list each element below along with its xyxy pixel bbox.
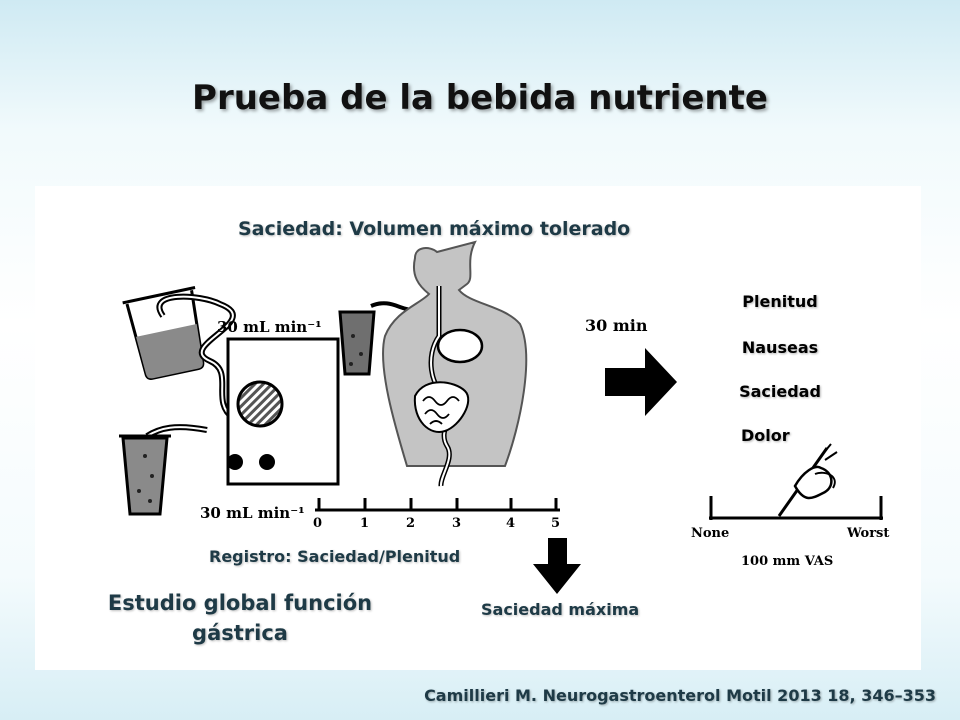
pump-rotor bbox=[238, 382, 282, 426]
timeline-tick-3: 3 bbox=[452, 516, 462, 531]
slide-title: Prueba de la bebida nutriente bbox=[192, 78, 768, 118]
flow-rate-bottom-label: 30 mL min⁻¹ bbox=[200, 504, 305, 522]
record-label: Registro: Saciedad/Plenitud bbox=[209, 547, 461, 566]
hand-with-pen bbox=[779, 444, 837, 516]
timeline-tick-5: 5 bbox=[551, 516, 561, 531]
down-arrow bbox=[533, 538, 581, 594]
vas-none-label: None bbox=[691, 526, 730, 541]
pump-knob-left bbox=[227, 454, 243, 470]
wait-time-label: 30 min bbox=[585, 316, 648, 335]
timeline-tick-1: 1 bbox=[360, 516, 370, 531]
symptom-saciedad: Saciedad bbox=[739, 382, 821, 401]
timeline-axis bbox=[315, 498, 560, 510]
satiety-max-volume-label: Saciedad: Volumen máximo tolerado bbox=[238, 218, 631, 240]
drinking-glass bbox=[119, 436, 171, 514]
global-study-label: Estudio global función gástrica bbox=[107, 591, 373, 646]
timeline-tick-2: 2 bbox=[406, 516, 416, 531]
vas-scale bbox=[709, 496, 883, 520]
symptom-dolor: Dolor bbox=[741, 426, 790, 445]
pump-knob-right bbox=[259, 454, 275, 470]
vas-caption: 100 mm VAS bbox=[741, 554, 834, 569]
timeline-tick-0: 0 bbox=[313, 516, 323, 531]
flow-rate-top-label: 30 mL min⁻¹ bbox=[217, 318, 322, 336]
symptom-plenitud: Plenitud bbox=[742, 292, 818, 311]
symptom-nauseas: Nauseas bbox=[741, 338, 819, 357]
citation: Camillieri M. Neurogastroenterol Motil 2013 18, 346–353 bbox=[424, 686, 936, 705]
diagram-panel bbox=[35, 186, 921, 670]
vas-worst-label: Worst bbox=[847, 526, 890, 541]
max-satiety-label: Saciedad máxima bbox=[481, 600, 640, 619]
torso-silhouette bbox=[383, 242, 526, 486]
timeline-tick-4: 4 bbox=[506, 516, 516, 531]
right-arrow bbox=[605, 348, 677, 416]
